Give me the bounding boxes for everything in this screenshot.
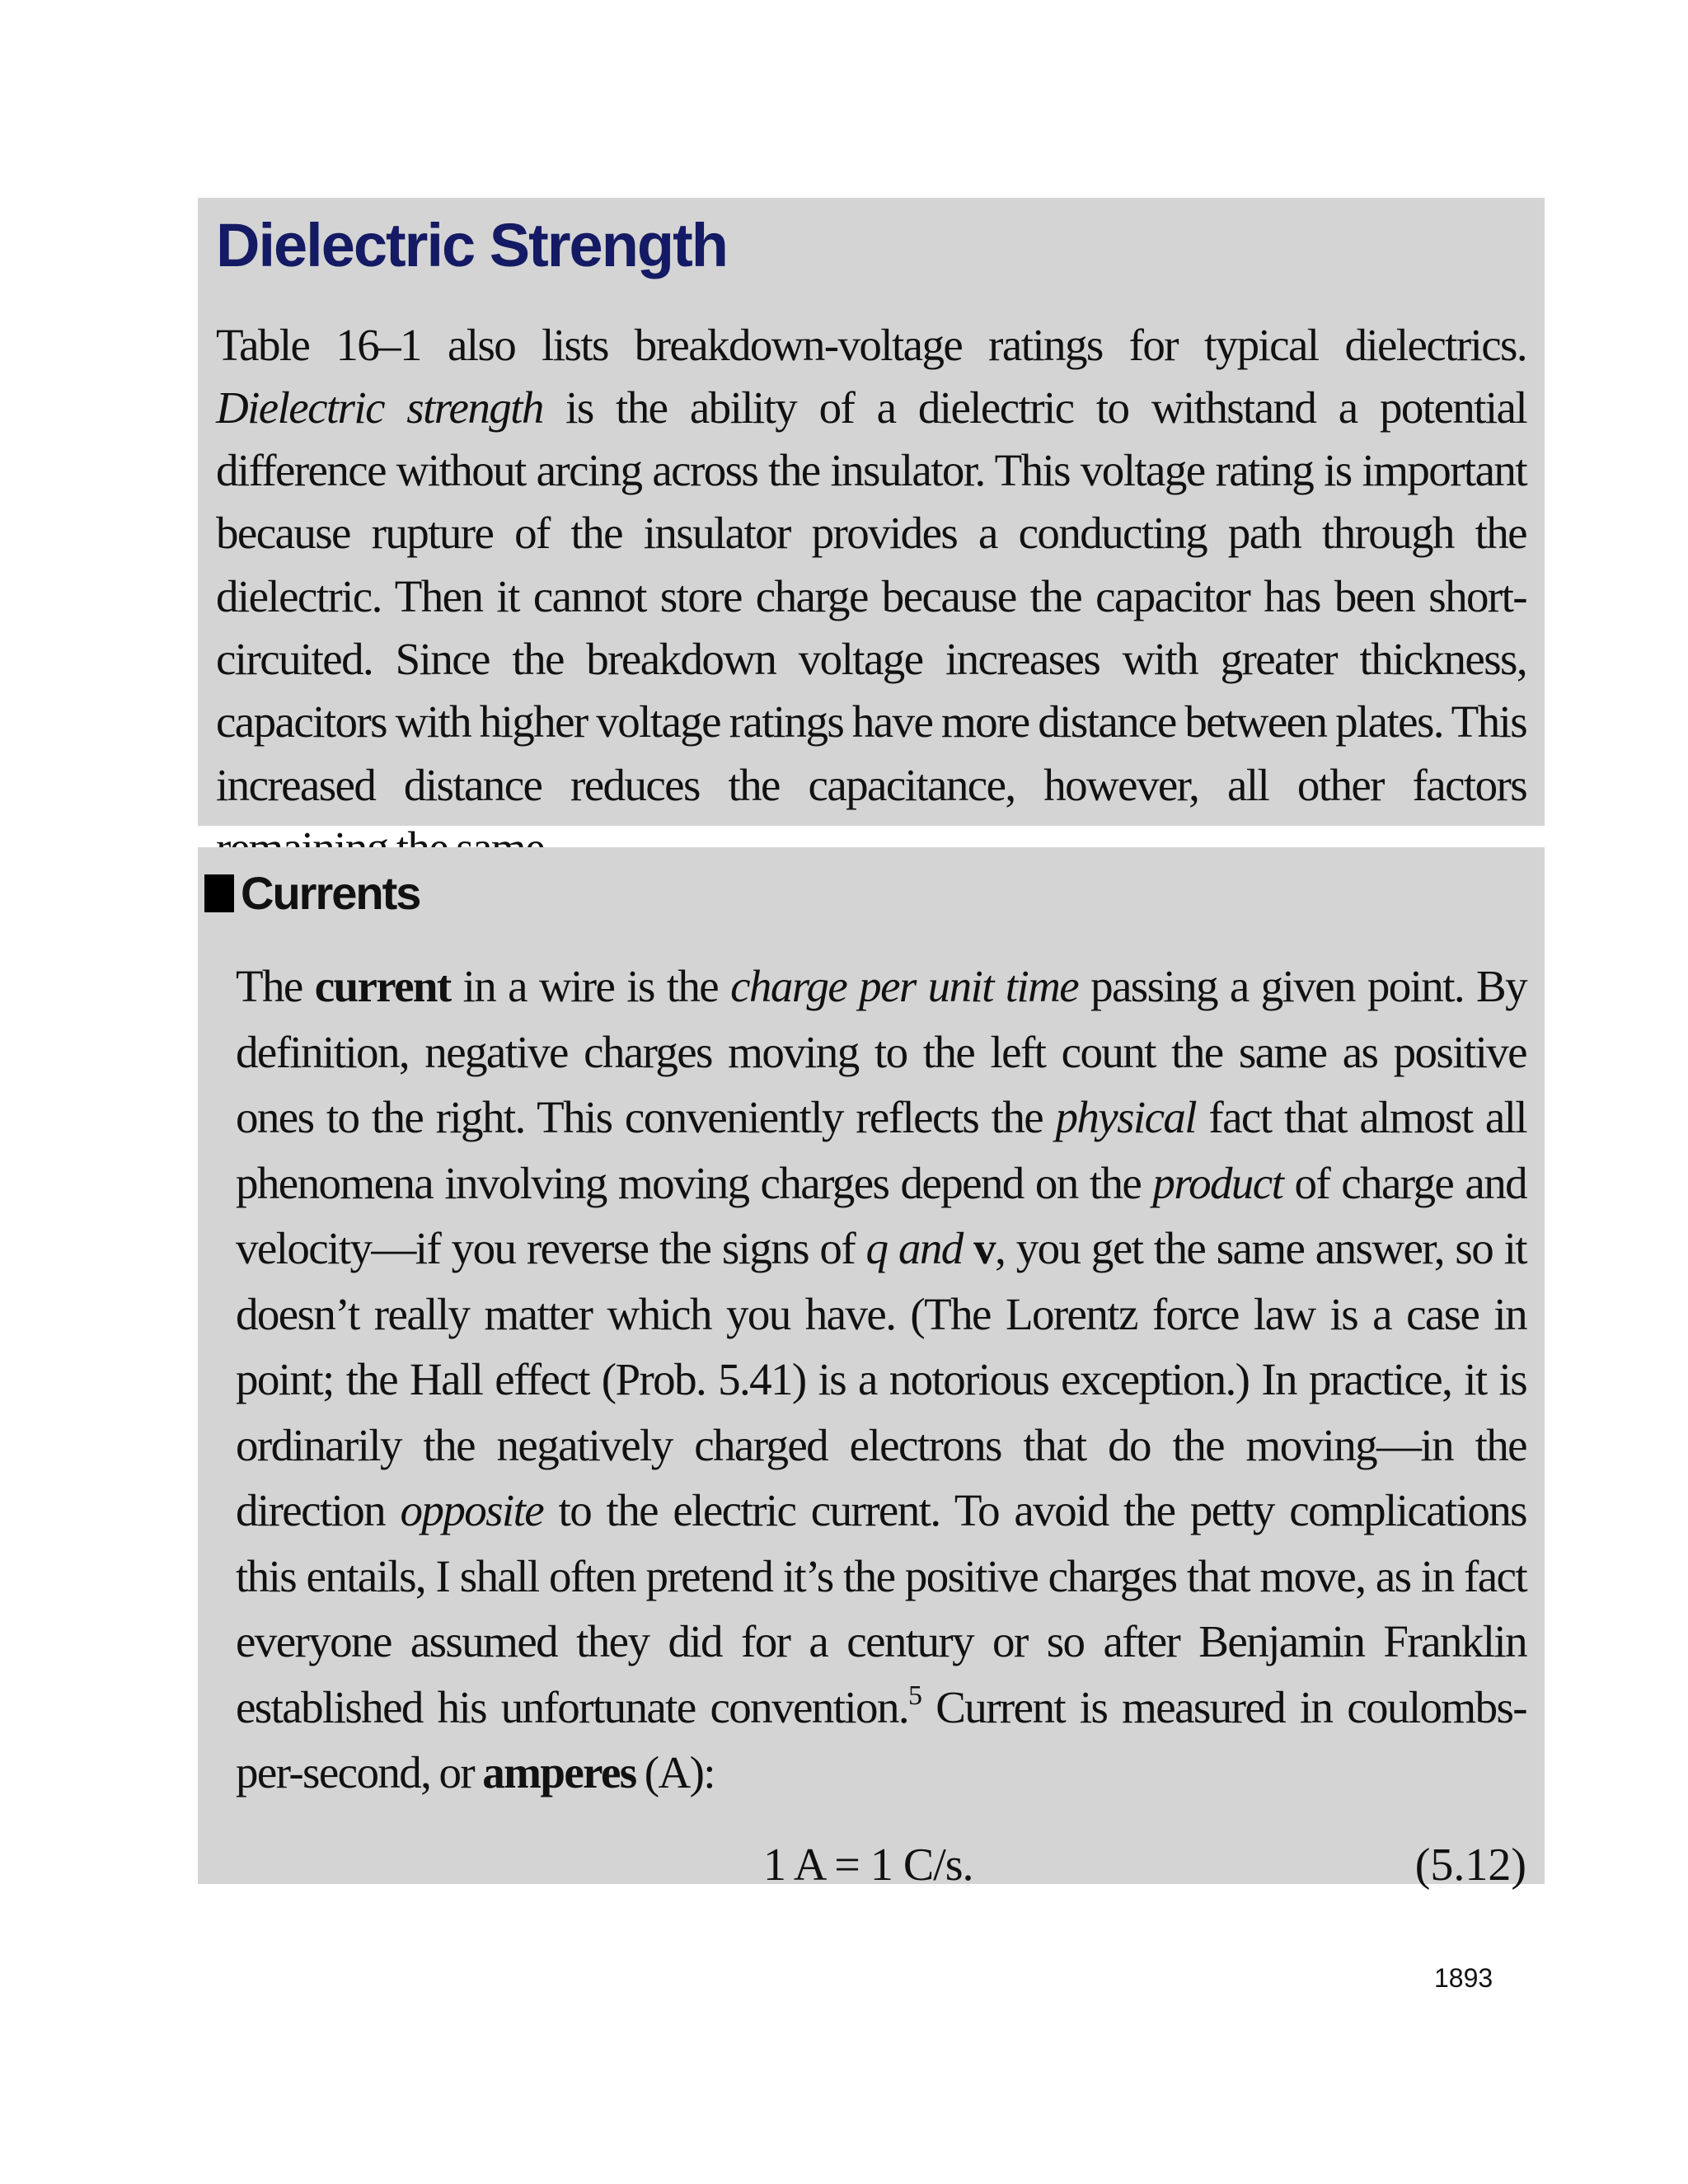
vector-symbol: v [962,1223,996,1274]
paragraph-text: passing a given point. By definition, negative charges moving to the left count the same as positive ones to the right. This conveniently reflects the [236,961,1526,1143]
paragraph-text: , you get the same answer, so it doesn’t really matter which you have. (The Lorentz force law is a case in point; the Hall effect (Prob. 5.41) is a notorious exception.) In practice, it is ordinarily the negatively charged electrons that do the moving—in the direction [236,1223,1526,1536]
equation: 1 A = 1 C/s. [763,1839,973,1891]
section-heading-text: Currents [241,867,420,919]
bold-term: amperes [482,1747,636,1798]
emphasized-term: product [1152,1157,1283,1208]
emphasized-term: physical [1055,1092,1196,1143]
square-bullet-icon [204,874,234,912]
dielectric-paragraph [216,314,1526,880]
equation-row [236,1839,1526,1921]
paragraph-text: The [236,961,315,1012]
page-number: 1893 [1434,1963,1493,1993]
currents-section [198,847,1545,1891]
footnote-marker: 5 [908,1680,921,1711]
paragraph-text: Current is measured in coulombs-per-second, or [236,1681,1526,1798]
dielectric-strength-section [198,198,1545,826]
paragraph-text: of charge and velocity—if you reverse the signs of [236,1157,1526,1274]
emphasized-term: Dielectric strength [216,382,543,433]
paragraph-text: to the electric current. To avoid the petty complications this entails, I shall often pretend it’s the positive charges that move, as in fact everyone assumed they did for a century or so after Benjamin Franklin established his unfortunate convention. [236,1485,1526,1732]
equation-number: (5.12) [1414,1839,1526,1891]
paragraph-text: is the ability of a dielectric to withstand a potential difference without arcing across the insulator. This voltage rating is important because rupture of the insulator provides a conducting path through the dielectric. Then it cannot store charge because the capacitor has been short-circuited. Since the breakdown voltage increases with greater thickness, capacitors with higher voltage ratings have more distance between plates. This increased distance reduces the capacitance, however, all other factors [216,382,1527,810]
paragraph-text: in a wire is the [450,961,731,1012]
paragraph-text: (A): [635,1747,715,1798]
section-heading [204,865,1526,921]
bold-term: current [314,961,451,1012]
emphasized-term: opposite [400,1485,544,1536]
paragraph-text: Table 16–1 also lists breakdown-voltage ratings for typical dielectrics. [216,319,1526,370]
paragraph-text: fact that almost all phenomena involving moving charges depend on the [236,1092,1526,1208]
emphasized-term: q and [865,1223,963,1274]
emphasized-term: charge per unit time [730,961,1079,1012]
section-heading: Dielectric Strength [216,211,727,279]
currents-paragraph [236,954,1526,1806]
